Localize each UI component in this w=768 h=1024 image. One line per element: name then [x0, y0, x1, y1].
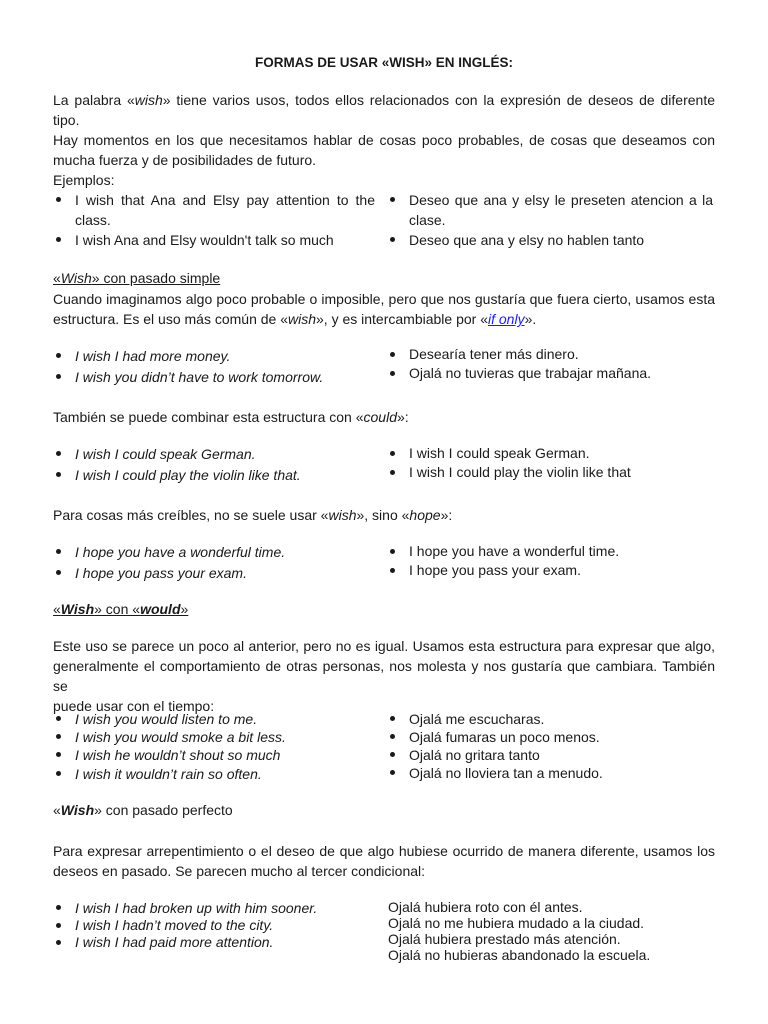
list-item: Ojalá fumaras un poco menos. [387, 728, 713, 746]
bullet-icon [390, 716, 395, 721]
past-simple-list-english [53, 346, 373, 388]
would-list-english [53, 710, 373, 784]
list-item: Ojalá hubiera roto con él antes. [388, 899, 583, 915]
list-item: I hope you pass your exam. [387, 561, 713, 580]
list-item: I hope you have a wonderful time. [387, 542, 713, 561]
list-item: I wish you would smoke a bit less. [53, 728, 373, 746]
list-item: I wish you didn’t have to work tomorrow. [53, 367, 373, 388]
list-item: Ojalá no gritara tanto [387, 746, 713, 764]
bullet-icon [56, 549, 61, 554]
list-item: I wish I hadn’t moved to the city. [53, 917, 373, 934]
examples-list-spanish [387, 190, 713, 250]
bullet-icon [56, 716, 61, 721]
bullet-icon [56, 197, 61, 202]
bullet-icon [390, 451, 395, 456]
list-item: I wish I had more money. [53, 346, 373, 367]
past-perfect-list-english [53, 899, 373, 951]
bullet-icon [390, 752, 395, 757]
bullet-icon [390, 371, 395, 376]
bullet-icon [56, 734, 61, 739]
past-simple-paragraph: Cuando imaginamos algo poco probable o imposible, pero que nos gustaría que fuera cierto, usamos esta estructura. Es el uso más común de «wish», y es intercambiable por «if only». [53, 291, 715, 327]
bullet-icon [56, 374, 61, 379]
document-title: FORMAS DE USAR «WISH» EN INGLÉS: [254, 55, 514, 70]
could-intro: También se puede combinar esta estructura con «could»: [53, 409, 409, 425]
intro-paragraph [53, 90, 715, 190]
list-item: I wish he wouldn’t shout so much [53, 746, 373, 764]
list-item: I hope you pass your exam. [53, 563, 373, 584]
bullet-icon [390, 770, 395, 775]
bullet-icon [56, 923, 61, 928]
would-list-spanish [387, 710, 713, 782]
intro-line-3: mucha fuerza y de posibilidades de futuro. [53, 152, 317, 168]
bullet-icon [56, 472, 61, 477]
list-item: I wish that Ana and Elsy pay attention to the class. [53, 190, 375, 230]
past-simple-list-spanish [387, 345, 713, 383]
list-item: I wish I could speak German. [53, 444, 373, 465]
list-item: I wish I could play the violin like that. [53, 465, 373, 486]
list-item: Ojalá hubiera prestado más atención. [388, 931, 621, 947]
bullet-icon [390, 568, 395, 573]
bullet-icon [56, 570, 61, 575]
bullet-icon [56, 905, 61, 910]
list-item: I wish it wouldn’t rain so often. [53, 764, 373, 784]
bullet-icon [390, 470, 395, 475]
heading-past-perfect: «Wish» con pasado perfecto [53, 802, 233, 818]
heading-past-simple: «Wish» con pasado simple [53, 270, 221, 286]
bullet-icon [56, 451, 61, 456]
would-paragraph: Este uso se parece un poco al anterior, pero no es igual. Usamos esta estructura para expresar que algo, generalmente el comportamiento de otras personas, nos molesta y nos gustaría que cambiara. También se puede usar con el tiempo: [53, 638, 715, 714]
list-item: Deseo que ana y elsy no hablen tanto [387, 230, 713, 250]
list-item: Desearía tener más dinero. [387, 345, 713, 364]
list-item: I wish you would listen to me. [53, 710, 373, 728]
list-item: I wish I had paid more attention. [53, 934, 373, 951]
past-perfect-paragraph: Para expresar arrepentimiento o el deseo de que algo hubiese ocurrido de manera diferente, usamos los deseos en pasado. Se parecen mucho al tercer condicional: [53, 843, 715, 879]
bullet-icon [390, 197, 395, 202]
heading-would: «Wish» con «would» [53, 601, 189, 617]
hope-list-right [387, 542, 713, 580]
bullet-icon [56, 353, 61, 358]
list-item: Deseo que ana y elsy le preseten atencion a la clase. [387, 190, 713, 230]
bullet-icon [56, 752, 61, 757]
could-list-english [53, 444, 373, 486]
bullet-icon [390, 237, 395, 242]
bullet-icon [390, 734, 395, 739]
bullet-icon [56, 237, 61, 242]
if-only-link[interactable]: if only [488, 311, 525, 327]
hope-intro: Para cosas más creíbles, no se suele usar «wish», sino «hope»: [53, 507, 453, 523]
list-item: I wish I could play the violin like that [387, 463, 713, 482]
list-item: I hope you have a wonderful time. [53, 542, 373, 563]
intro-line-1: La palabra «wish» tiene varios usos, todos ellos relacionados con la expresión de deseos de diferente tipo. [53, 92, 716, 128]
bullet-icon [56, 771, 61, 776]
hope-list-english [53, 542, 373, 584]
intro-line-4: Ejemplos: [53, 172, 115, 188]
past-perfect-list-spanish [388, 899, 714, 963]
bullet-icon [56, 940, 61, 945]
could-list-right [387, 444, 713, 482]
list-item: I wish Ana and Elsy wouldn't talk so much [53, 230, 375, 250]
list-item: Ojalá no tuvieras que trabajar mañana. [387, 364, 713, 383]
list-item: Ojalá no me hubiera mudado a la ciudad. [388, 915, 645, 931]
list-item: Ojalá me escucharas. [387, 710, 713, 728]
list-item: Ojalá no hubieras abandonado la escuela. [388, 947, 651, 963]
list-item: I wish I could speak German. [387, 444, 713, 463]
bullet-icon [390, 549, 395, 554]
examples-list-english [53, 190, 375, 250]
intro-line-2: Hay momentos en los que necesitamos hablar de cosas poco probables, de cosas que deseamos con [53, 132, 715, 148]
bullet-icon [390, 352, 395, 357]
list-item: I wish I had broken up with him sooner. [53, 899, 373, 917]
list-item: Ojalá no lloviera tan a menudo. [387, 764, 713, 782]
